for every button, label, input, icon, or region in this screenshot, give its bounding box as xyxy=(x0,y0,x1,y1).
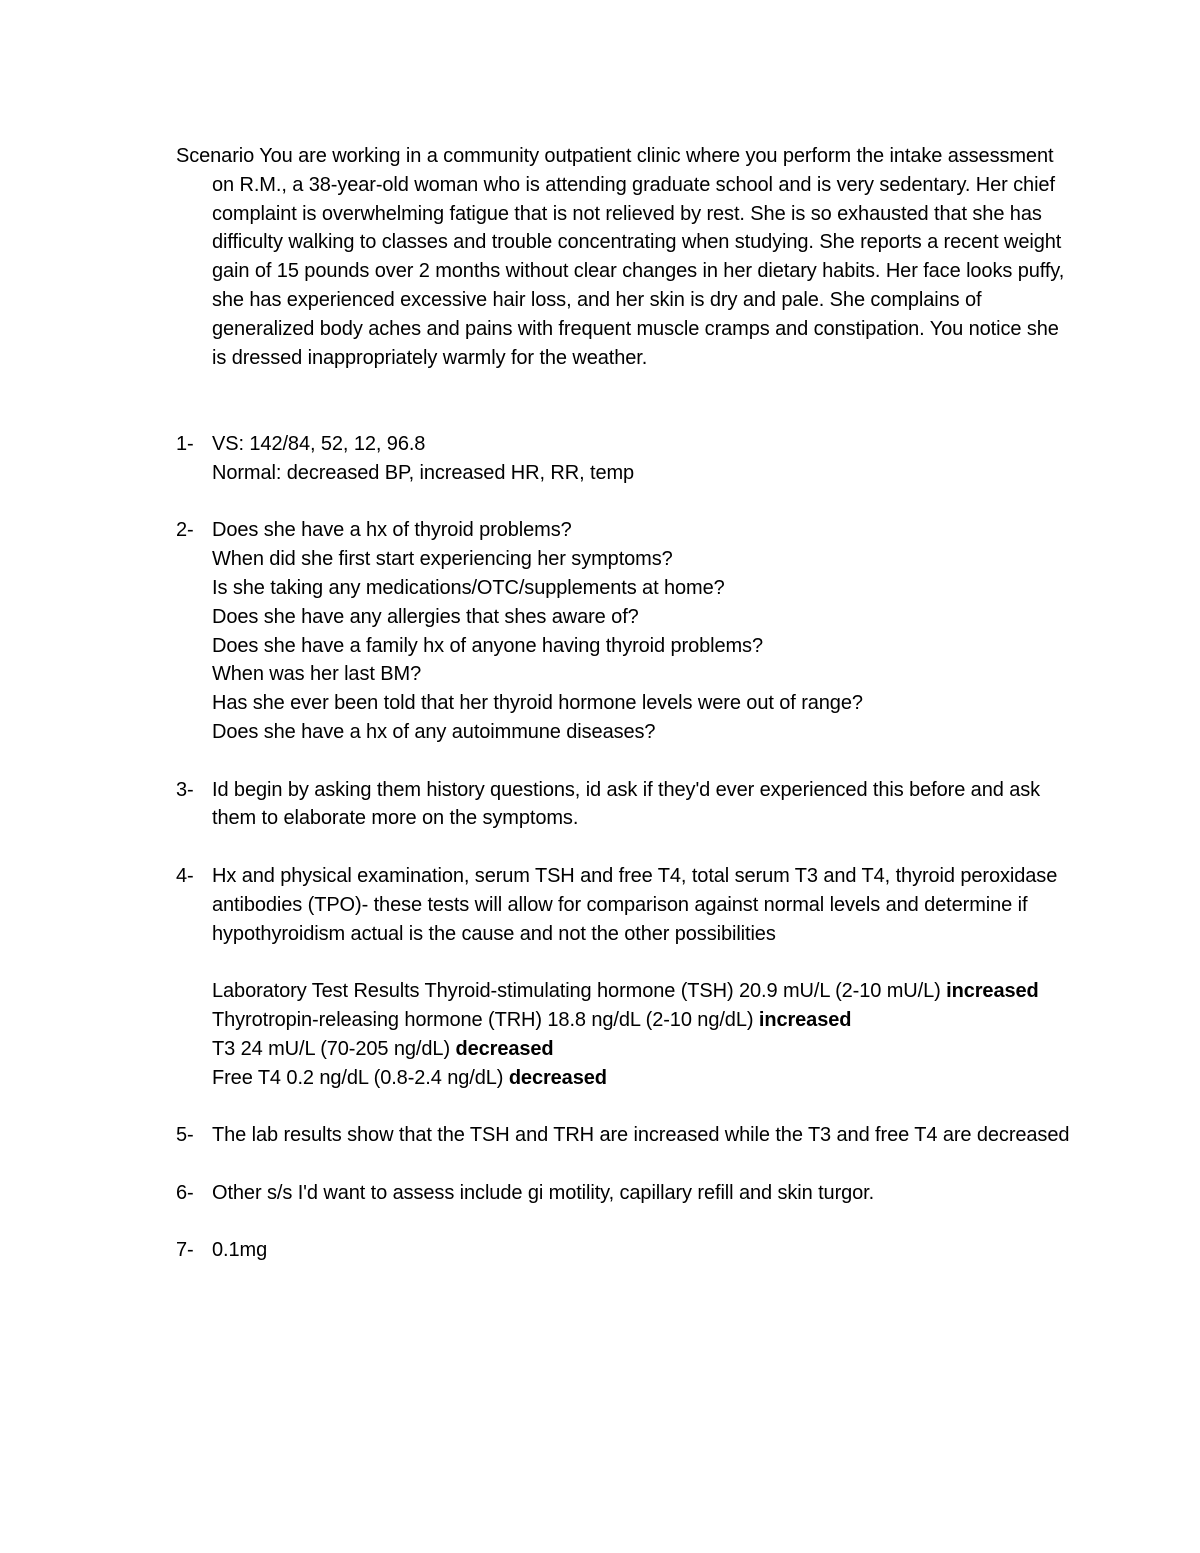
lab-result-text: Thyrotropin-releasing hormone (TRH) 18.8 ng/dL (2-10 ng/dL) xyxy=(212,1008,754,1031)
answer-item-3 xyxy=(176,776,1076,834)
answer-text: 0.1mg xyxy=(212,1239,268,1262)
item-number: 4- xyxy=(176,864,194,887)
spacer xyxy=(176,833,1076,862)
item-number: 2- xyxy=(176,519,194,542)
lab-result-trh xyxy=(212,1006,1076,1035)
answer-item-7 xyxy=(176,1236,1076,1265)
question-line: When was her last BM? xyxy=(212,663,422,686)
spacer xyxy=(176,1092,1076,1121)
spacer xyxy=(176,488,1076,517)
item-number: 5- xyxy=(176,1124,194,1147)
item-number: 1- xyxy=(176,432,194,455)
answer-item-1 xyxy=(176,430,1076,488)
spacer xyxy=(176,1150,1076,1179)
lab-result-text: T3 24 mU/L (70-205 ng/dL) xyxy=(212,1037,450,1060)
vital-signs-line: VS: 142/84, 52, 12, 96.8 xyxy=(212,432,426,455)
item-number: 6- xyxy=(176,1181,194,1204)
lab-result-free-t4 xyxy=(212,1064,1076,1093)
answer-text: The lab results show that the TSH and TRH are increased while the T3 and free T4 are decreased xyxy=(212,1124,1070,1147)
lab-result-tsh xyxy=(212,977,1076,1006)
item-number: 3- xyxy=(176,778,194,801)
answer-text: Id begin by asking them history questions, id ask if they'd ever experienced this before and ask them to elaborate more on the symptoms. xyxy=(212,778,1041,830)
lab-result-t3 xyxy=(212,1035,1076,1064)
answer-text: Hx and physical examination, serum TSH and free T4, total serum T3 and T4, thyroid peroxidase antibodies (TPO)- these tests will allow for comparison against normal levels and determine if hypothyroidism actual is the cause and not the other possibilities xyxy=(212,864,1058,945)
answer-item-5 xyxy=(176,1121,1076,1150)
lab-result-status: decreased xyxy=(508,1066,607,1089)
document-body xyxy=(176,142,1076,1265)
answer-list xyxy=(176,430,1076,1265)
question-line: Is she taking any medications/OTC/supplements at home? xyxy=(212,576,725,599)
question-line: Does she have any allergies that shes aware of? xyxy=(212,605,639,628)
spacer xyxy=(212,948,1076,977)
normal-comparison-line: Normal: decreased BP, increased HR, RR, temp xyxy=(212,461,635,484)
scenario-paragraph: Scenario You are working in a community outpatient clinic where you perform the intake assessment on R.M., a 38-year-old woman who is attending graduate school and is very sedentary. Her chief complaint is overwhelming fatigue that is not relieved by rest. She is so exhausted that she has difficulty walking to classes and trouble concentrating when studying. She reports a recent weight gain of 15 pounds over 2 months without clear changes in her dietary habits. Her face looks puffy, she has experienced excessive hair loss, and her skin is dry and pale. She complains of generalized body aches and pains with frequent muscle cramps and constipation. You notice she is dressed inappropriately warmly for the weather. xyxy=(176,145,1065,369)
question-line: Does she have a family hx of anyone having thyroid problems? xyxy=(212,634,763,657)
lab-result-status: decreased xyxy=(455,1037,554,1060)
spacer xyxy=(176,1207,1076,1236)
lab-result-status: increased xyxy=(946,980,1039,1003)
question-line: Has she ever been told that her thyroid hormone levels were out of range? xyxy=(212,692,863,715)
spacer xyxy=(176,747,1076,776)
question-line: When did she first start experiencing her symptoms? xyxy=(212,548,673,571)
spacer xyxy=(176,372,1076,430)
lab-result-text: Laboratory Test Results Thyroid-stimulating hormone (TSH) 20.9 mU/L (2-10 mU/L) xyxy=(212,980,941,1003)
question-line: Does she have a hx of any autoimmune diseases? xyxy=(212,720,656,743)
question-line: Does she have a hx of thyroid problems? xyxy=(212,519,572,542)
item-number: 7- xyxy=(176,1239,194,1262)
answer-text: Other s/s I'd want to assess include gi motility, capillary refill and skin turgor. xyxy=(212,1181,875,1204)
answer-item-6 xyxy=(176,1179,1076,1208)
answer-item-2 xyxy=(176,516,1076,746)
lab-result-status: increased xyxy=(758,1008,852,1031)
lab-result-text: Free T4 0.2 ng/dL (0.8-2.4 ng/dL) xyxy=(212,1066,504,1089)
answer-item-4 xyxy=(176,862,1076,1092)
